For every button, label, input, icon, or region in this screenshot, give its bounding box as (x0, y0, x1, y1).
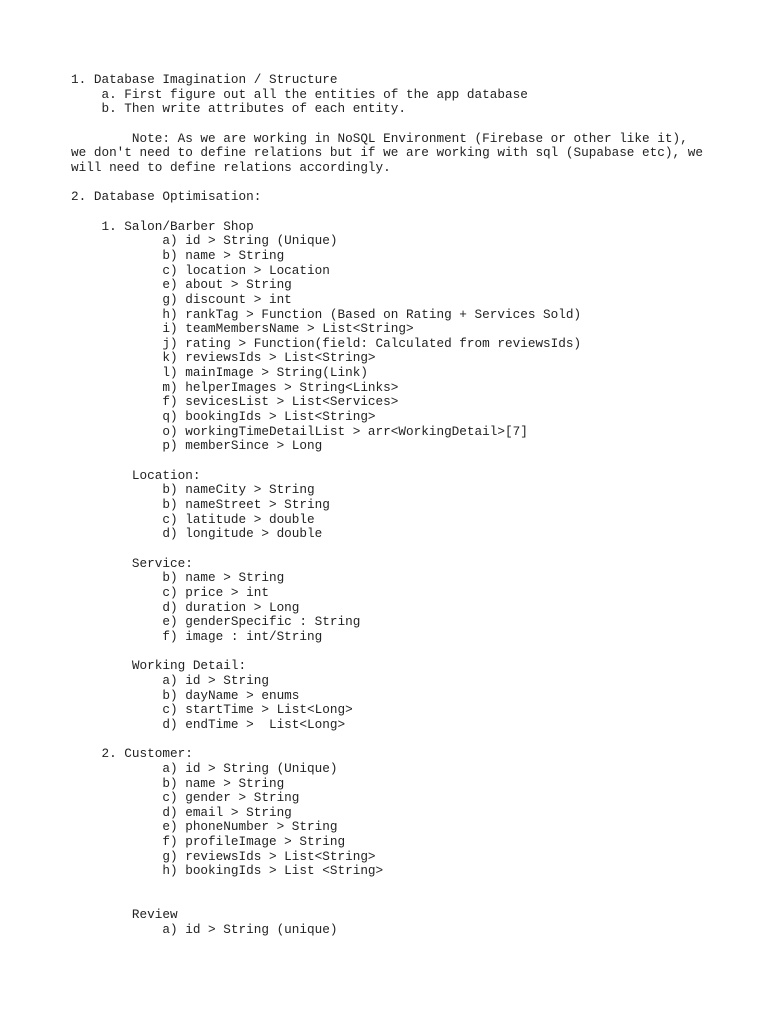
text-line: b) dayName > enums (71, 687, 300, 703)
text-line: e) about > String (71, 277, 292, 293)
text-line: Note: As we are working in NoSQL Environment (Firebase or other like it), (71, 130, 688, 146)
text-line: d) duration > Long (71, 599, 300, 615)
text-line: a) id > String (71, 672, 269, 688)
blank-line (71, 176, 751, 191)
text-line: b) name > String (71, 775, 285, 791)
text-line: g) reviewsIds > List<String> (71, 848, 376, 864)
text-line: 1. Salon/Barber Shop (71, 218, 254, 234)
blank-line (71, 645, 751, 660)
text-line: e) phoneNumber > String (71, 819, 338, 835)
text-line: m) helperImages > String<Links> (71, 379, 399, 395)
text-line: l) mainImage > String(Link) (71, 365, 368, 381)
text-line: 1. Database Imagination / Structure (71, 72, 338, 87)
text-line: g) discount > int (71, 291, 292, 307)
text-line: q) bookingIds > List<String> (71, 409, 376, 425)
text-line: j) rating > Function(field: Calculated from reviewsIds) (71, 335, 582, 351)
text-line: h) rankTag > Function (Based on Rating + Services Sold) (71, 306, 582, 322)
text-line: k) reviewsIds > List<String> (71, 350, 376, 366)
text-line: f) profileImage > String (71, 834, 346, 850)
blank-line (71, 733, 751, 748)
text-line: 2. Customer: (71, 746, 193, 762)
text-line: b) name > String (71, 570, 285, 586)
blank-line (71, 879, 751, 894)
text-line: a) id > String (Unique) (71, 760, 338, 776)
text-line: f) sevicesList > List<Services> (71, 394, 399, 410)
document-body (71, 73, 751, 938)
text-line: Review (71, 907, 178, 923)
text-line: e) genderSpecific : String (71, 614, 361, 630)
text-line: 2. Database Optimisation: (71, 189, 262, 205)
blank-line (71, 117, 751, 132)
text-line: c) gender > String (71, 790, 300, 806)
text-line: b) name > String (71, 247, 285, 263)
text-line: i) teamMembersName > List<String> (71, 321, 414, 337)
text-line: Location: (71, 467, 201, 483)
blank-line (71, 894, 751, 909)
text-line: d) endTime > List<Long> (71, 716, 346, 732)
text-line: d) email > String (71, 804, 292, 820)
text-line: c) startTime > List<Long> (71, 702, 353, 718)
text-line: f) image : int/String (71, 628, 323, 644)
text-line: c) price > int (71, 584, 269, 600)
text-line: p) memberSince > Long (71, 438, 323, 454)
text-line: h) bookingIds > List <String> (71, 863, 384, 879)
text-line: b. Then write attributes of each entity. (71, 101, 407, 117)
text-line: a. First figure out all the entities of the app database (71, 86, 528, 102)
blank-line (71, 205, 751, 220)
text-line: c) latitude > double (71, 511, 315, 527)
text-line: o) workingTimeDetailList > arr<WorkingDetail>[7] (71, 423, 528, 439)
text-line: c) location > Location (71, 262, 330, 278)
text-line: we don't need to define relations but if we are working with sql (Supabase etc), we (71, 145, 703, 161)
text-line: a) id > String (unique) (71, 922, 338, 938)
text-line: Service: (71, 555, 193, 571)
text-line: b) nameStreet > String (71, 497, 330, 513)
blank-line (71, 542, 751, 557)
text-line: will need to define relations accordingly. (71, 159, 391, 175)
text-line: d) longitude > double (71, 526, 323, 542)
text-line: a) id > String (Unique) (71, 233, 338, 249)
text-line: Working Detail: (71, 658, 247, 674)
text-line: b) nameCity > String (71, 482, 315, 498)
blank-line (71, 454, 751, 469)
